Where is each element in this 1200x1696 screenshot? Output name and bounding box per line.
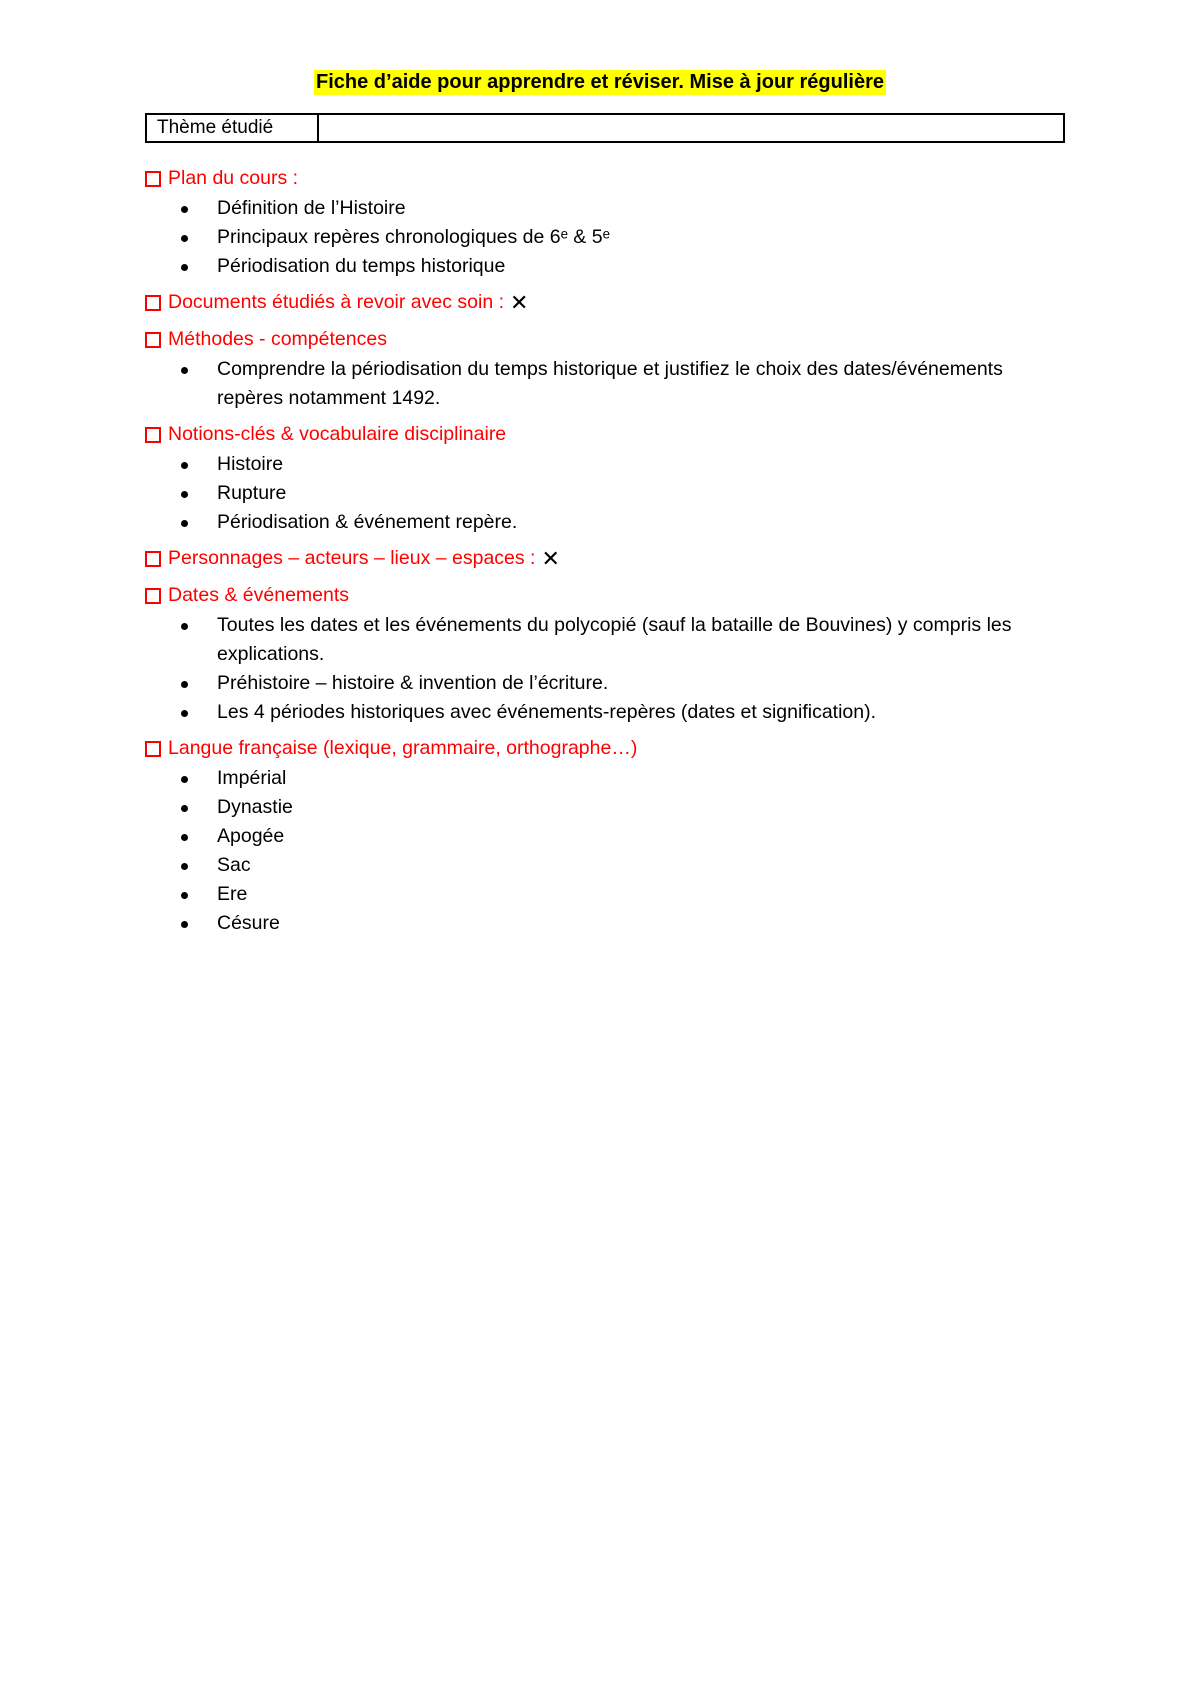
checkbox-icon[interactable] xyxy=(145,588,161,604)
section-heading-text: Documents étudiés à revoir avec soin : xyxy=(168,291,504,313)
bullet-icon xyxy=(181,520,188,527)
list-item-text: Préhistoire – histoire & invention de l’écriture. xyxy=(217,672,609,694)
section xyxy=(145,733,1075,938)
checkbox-icon[interactable] xyxy=(145,741,161,757)
list-item xyxy=(145,669,1075,698)
section-heading-text: Langue française (lexique, grammaire, orthographe…) xyxy=(168,737,638,759)
list-item xyxy=(145,223,1075,252)
checkbox-icon[interactable] xyxy=(145,332,161,348)
section xyxy=(145,580,1075,727)
bullet-icon xyxy=(181,892,188,899)
list-item-text: Périodisation du temps historique xyxy=(217,255,506,277)
list-item-text: Toutes les dates et les événements du polycopié (sauf la bataille de Bouvines) y compris les explications. xyxy=(217,614,1012,665)
section-heading-text: Méthodes - compétences xyxy=(168,328,387,350)
list-item-text: Ere xyxy=(217,883,248,905)
bullet-icon xyxy=(181,681,188,688)
bullet-icon xyxy=(181,863,188,870)
section-heading-text: Personnages – acteurs – lieux – espaces : xyxy=(168,547,536,569)
section xyxy=(145,419,1075,537)
list-item xyxy=(145,450,1075,479)
bullet-icon xyxy=(181,367,188,374)
section xyxy=(145,543,1075,574)
list-item-text: Apogée xyxy=(217,825,285,847)
bullet-list xyxy=(145,194,1075,281)
section-heading-text: Notions-clés & vocabulaire disciplinaire xyxy=(168,423,507,445)
section-heading-text: Plan du cours : xyxy=(168,167,299,189)
theme-value-field[interactable] xyxy=(319,115,1063,141)
bullet-icon xyxy=(181,710,188,717)
list-item-text: Rupture xyxy=(217,482,287,504)
checkbox-icon[interactable] xyxy=(145,551,161,567)
bullet-icon xyxy=(181,921,188,928)
bullet-icon xyxy=(181,264,188,271)
list-item-text: Périodisation & événement repère. xyxy=(217,511,518,533)
bullet-icon xyxy=(181,206,188,213)
page-title: Fiche d’aide pour apprendre et réviser. Mise à jour régulière xyxy=(316,71,884,93)
section xyxy=(145,163,1075,281)
list-item-text: Comprendre la périodisation du temps historique et justifiez le choix des dates/événements repères notamment 1492. xyxy=(217,358,1003,409)
checkbox-icon[interactable] xyxy=(145,295,161,311)
list-item xyxy=(145,764,1075,793)
list-item xyxy=(145,793,1075,822)
section-heading xyxy=(145,543,1075,574)
list-item xyxy=(145,909,1075,938)
list-item xyxy=(145,851,1075,880)
list-item xyxy=(145,479,1075,508)
section-heading xyxy=(145,324,1075,355)
checkbox-icon[interactable] xyxy=(145,427,161,443)
cross-icon: ✕ xyxy=(541,546,560,571)
list-item xyxy=(145,822,1075,851)
list-item xyxy=(145,611,1075,669)
bullet-list xyxy=(145,764,1075,938)
list-item-text: Les 4 périodes historiques avec événements-repères (dates et signification). xyxy=(217,701,877,723)
bullet-icon xyxy=(181,623,188,630)
sections-container xyxy=(145,163,1075,944)
bullet-icon xyxy=(181,834,188,841)
section-heading xyxy=(145,419,1075,450)
checkbox-icon[interactable] xyxy=(145,171,161,187)
bullet-icon xyxy=(181,776,188,783)
section xyxy=(145,324,1075,413)
bullet-icon xyxy=(181,491,188,498)
list-item xyxy=(145,252,1075,281)
section-heading-text: Dates & événements xyxy=(168,584,350,606)
title-container xyxy=(0,70,1200,95)
list-item-text: Sac xyxy=(217,854,251,876)
section-heading xyxy=(145,733,1075,764)
bullet-list xyxy=(145,355,1075,413)
theme-table xyxy=(145,113,1065,143)
bullet-list xyxy=(145,611,1075,727)
bullet-list xyxy=(145,450,1075,537)
bullet-icon xyxy=(181,235,188,242)
section-heading xyxy=(145,163,1075,194)
list-item-text: Définition de l’Histoire xyxy=(217,197,406,219)
list-item-text: Impérial xyxy=(217,767,287,789)
list-item xyxy=(145,698,1075,727)
list-item xyxy=(145,355,1075,413)
section-heading xyxy=(145,580,1075,611)
section-heading xyxy=(145,287,1075,318)
bullet-icon xyxy=(181,462,188,469)
theme-label: Thème étudié xyxy=(147,115,319,141)
list-item-text: Principaux repères chronologiques de 6ᵉ & 5ᵉ xyxy=(217,226,610,248)
list-item xyxy=(145,508,1075,537)
cross-icon: ✕ xyxy=(510,290,529,315)
list-item xyxy=(145,880,1075,909)
list-item xyxy=(145,194,1075,223)
list-item-text: Césure xyxy=(217,912,280,934)
list-item-text: Dynastie xyxy=(217,796,293,818)
section xyxy=(145,287,1075,318)
bullet-icon xyxy=(181,805,188,812)
list-item-text: Histoire xyxy=(217,453,284,475)
